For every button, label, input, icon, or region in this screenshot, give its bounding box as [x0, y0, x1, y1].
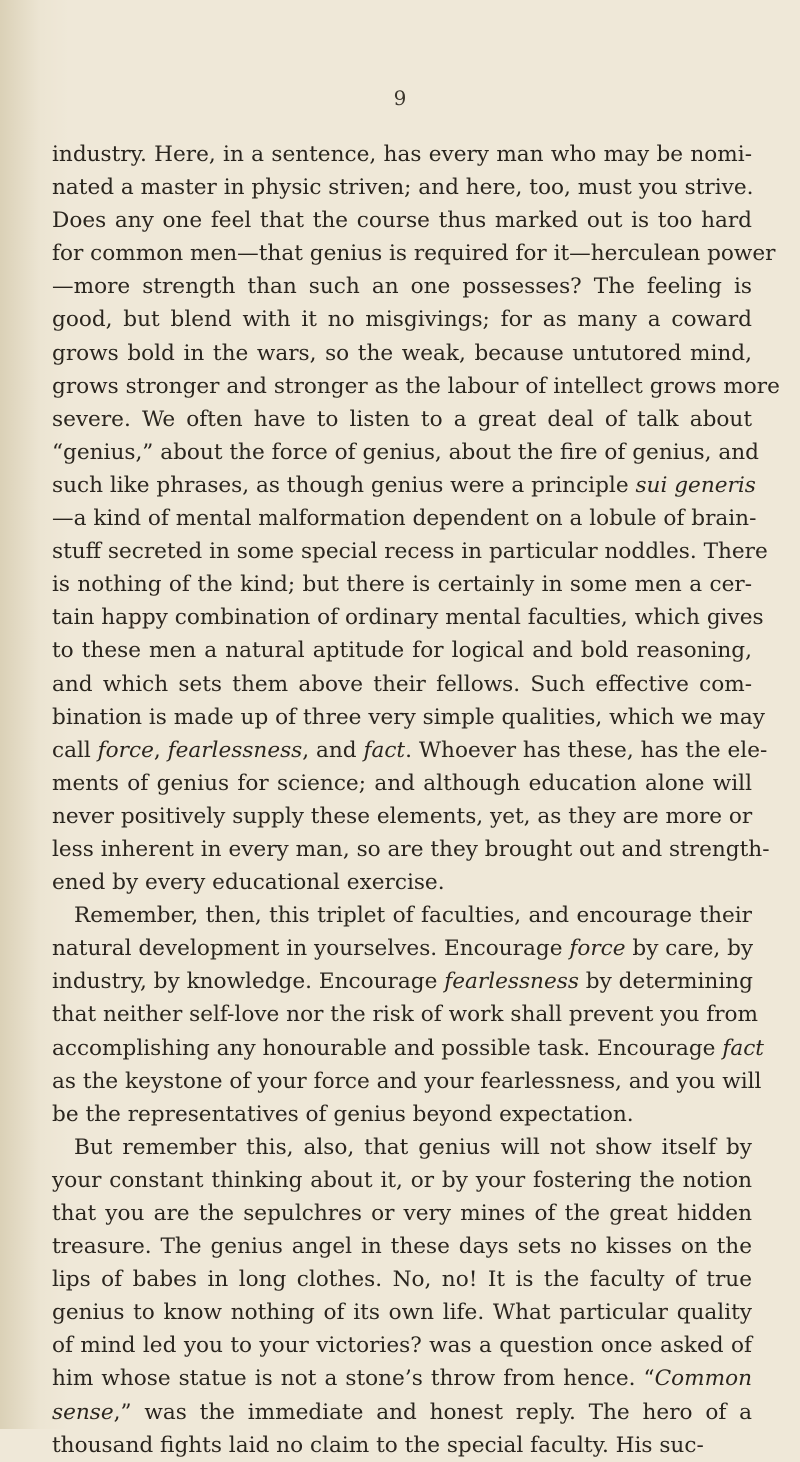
text-line [52, 270, 752, 303]
text-segment: “genius,” about the force of genius, about the fire of genius, and [52, 439, 759, 465]
text-segment: industry. Here, in a sentence, has every man who may be nomi- [52, 142, 752, 167]
text-segment: natural development in yourselves. Encourage [52, 936, 570, 962]
page-number: 9 [393, 86, 407, 110]
text-segment: less inherent in every man, so are they brought out and strength- [52, 836, 770, 862]
text-segment: ened by every educational exercise. [52, 870, 445, 896]
text-line [52, 469, 756, 502]
text-segment: genius to know nothing of its own life. What particular quality [52, 1300, 752, 1326]
text-segment: good, but blend with it no misgivings; for as many a coward [52, 307, 752, 333]
text-segment: and which sets them above their fellows. Such effective com- [52, 671, 752, 697]
text-line [52, 1396, 752, 1429]
text-line [52, 601, 764, 634]
text-line [52, 833, 770, 866]
text-line [52, 204, 752, 237]
text-segment: grows bold in the wars, so the weak, because untutored mind, [52, 340, 752, 366]
text-line [52, 767, 752, 800]
text-segment: be the representatives of genius beyond expectation. [52, 1101, 634, 1127]
text-line [52, 899, 752, 932]
text-line [52, 535, 768, 568]
text-segment: is nothing of the kind; but there is certainly in some men a cer- [52, 572, 752, 598]
text-segment: accomplishing any honourable and possible task. Encourage [52, 1035, 723, 1061]
paragraph [52, 138, 780, 899]
text-line [52, 171, 752, 204]
text-line [52, 138, 752, 171]
text-line [52, 701, 765, 734]
text-segment: bination is made up of three very simple qualities, which we may [52, 704, 765, 730]
text-segment: But remember this, also, that genius will not show itself by [74, 1134, 752, 1160]
text-segment: that neither self-love nor the risk of work shall prevent you from [52, 1002, 759, 1028]
text-segment: as the keystone of your force and your fearlessness, and you will [52, 1068, 762, 1094]
text-line [52, 337, 752, 370]
text-segment: that you are the sepulchres or very mines of the great hidden [52, 1201, 752, 1226]
text-line [52, 1230, 752, 1263]
text-line [52, 1164, 752, 1197]
text-segment: , [153, 737, 168, 763]
text-segment: Does any one feel that the course thus marked out is too hard [52, 208, 752, 234]
text-line [52, 1131, 752, 1164]
text-line [52, 502, 757, 535]
text-segment: for common men—that genius is required for it—herculean power [52, 241, 776, 267]
text-line [52, 436, 759, 469]
text-segment: Remember, then, this triplet of faculties, and encourage their [74, 903, 752, 929]
text-segment: tain happy combination of ordinary mental faculties, which gives [52, 605, 764, 631]
text-line [52, 734, 768, 767]
text-line [52, 1197, 752, 1230]
text-line [52, 303, 752, 336]
text-line [52, 237, 776, 270]
text-line [52, 866, 752, 899]
text-segment: lips of babes in long clothes. No, no! It is the faculty of true [52, 1267, 752, 1293]
text-line [52, 800, 752, 833]
italic-text: Common [654, 1366, 752, 1392]
italic-text: force [569, 936, 626, 962]
text-segment: nated a master in physic striven; and here, too, must you strive. [52, 175, 754, 201]
text-line [52, 403, 752, 436]
text-line [52, 1429, 752, 1462]
text-segment: ,” was the immediate and honest reply. The hero of a [113, 1399, 752, 1425]
text-segment: your constant thinking about it, or by your fostering the notion [52, 1167, 752, 1193]
text-line [52, 1263, 752, 1296]
italic-text: sense [52, 1399, 114, 1425]
text-segment: —more strength than such an one possesses? The feeling is [52, 274, 752, 300]
text-line [52, 998, 759, 1031]
italic-text: fearlessness [167, 737, 303, 763]
italic-text: fact [722, 1035, 764, 1061]
text-segment: never positively supply these elements, yet, as they are more or [52, 803, 753, 829]
text-line [52, 668, 752, 701]
text-segment: industry, by knowledge. Encourage [52, 969, 445, 995]
text-line [52, 1329, 752, 1362]
text-line [52, 634, 752, 667]
text-line [52, 1098, 752, 1131]
text-line [52, 370, 780, 403]
text-segment: stuff secreted in some special recess in particular noddles. There [52, 539, 768, 565]
text-segment: severe. We often have to listen to a great deal of talk about [52, 406, 752, 432]
text-segment: of mind led you to your victories? was a question once asked of [52, 1333, 752, 1359]
text-segment: him whose statue is not a stone’s throw from hence. “ [52, 1366, 655, 1392]
text-line [52, 932, 752, 965]
text-segment: thousand fights laid no claim to the special faculty. His suc- [52, 1432, 704, 1458]
text-segment: such like phrases, as though genius were a principle [52, 472, 636, 498]
text-line [52, 568, 752, 601]
text-line [52, 1362, 752, 1395]
text-segment: ments of genius for science; and although education alone will [52, 770, 752, 796]
text-segment: call [52, 737, 98, 763]
text-line [52, 1032, 764, 1065]
text-segment: grows stronger and stronger as the labour of intellect grows more [52, 373, 780, 399]
text-line [52, 965, 752, 998]
italic-text: fearlessness [444, 969, 579, 995]
text-segment: to these men a natural aptitude for logical and bold reasoning, [52, 638, 752, 664]
italic-text: fact [363, 737, 406, 763]
text-segment: , and [302, 737, 364, 763]
body-text [52, 138, 780, 1462]
italic-text: force [97, 737, 154, 763]
paragraph [52, 1131, 752, 1462]
text-line [52, 1065, 762, 1098]
text-segment: treasure. The genius angel in these days sets no kisses on the [52, 1234, 752, 1260]
text-segment: by determining [578, 969, 753, 995]
text-segment: by care, by [625, 936, 754, 962]
paragraph [52, 899, 764, 1131]
text-segment: —a kind of mental malformation dependent on a lobule of brain- [52, 506, 757, 532]
text-line [52, 1296, 752, 1329]
italic-text: sui generis [635, 472, 756, 498]
text-segment: . Whoever has these, has the ele- [405, 737, 768, 763]
